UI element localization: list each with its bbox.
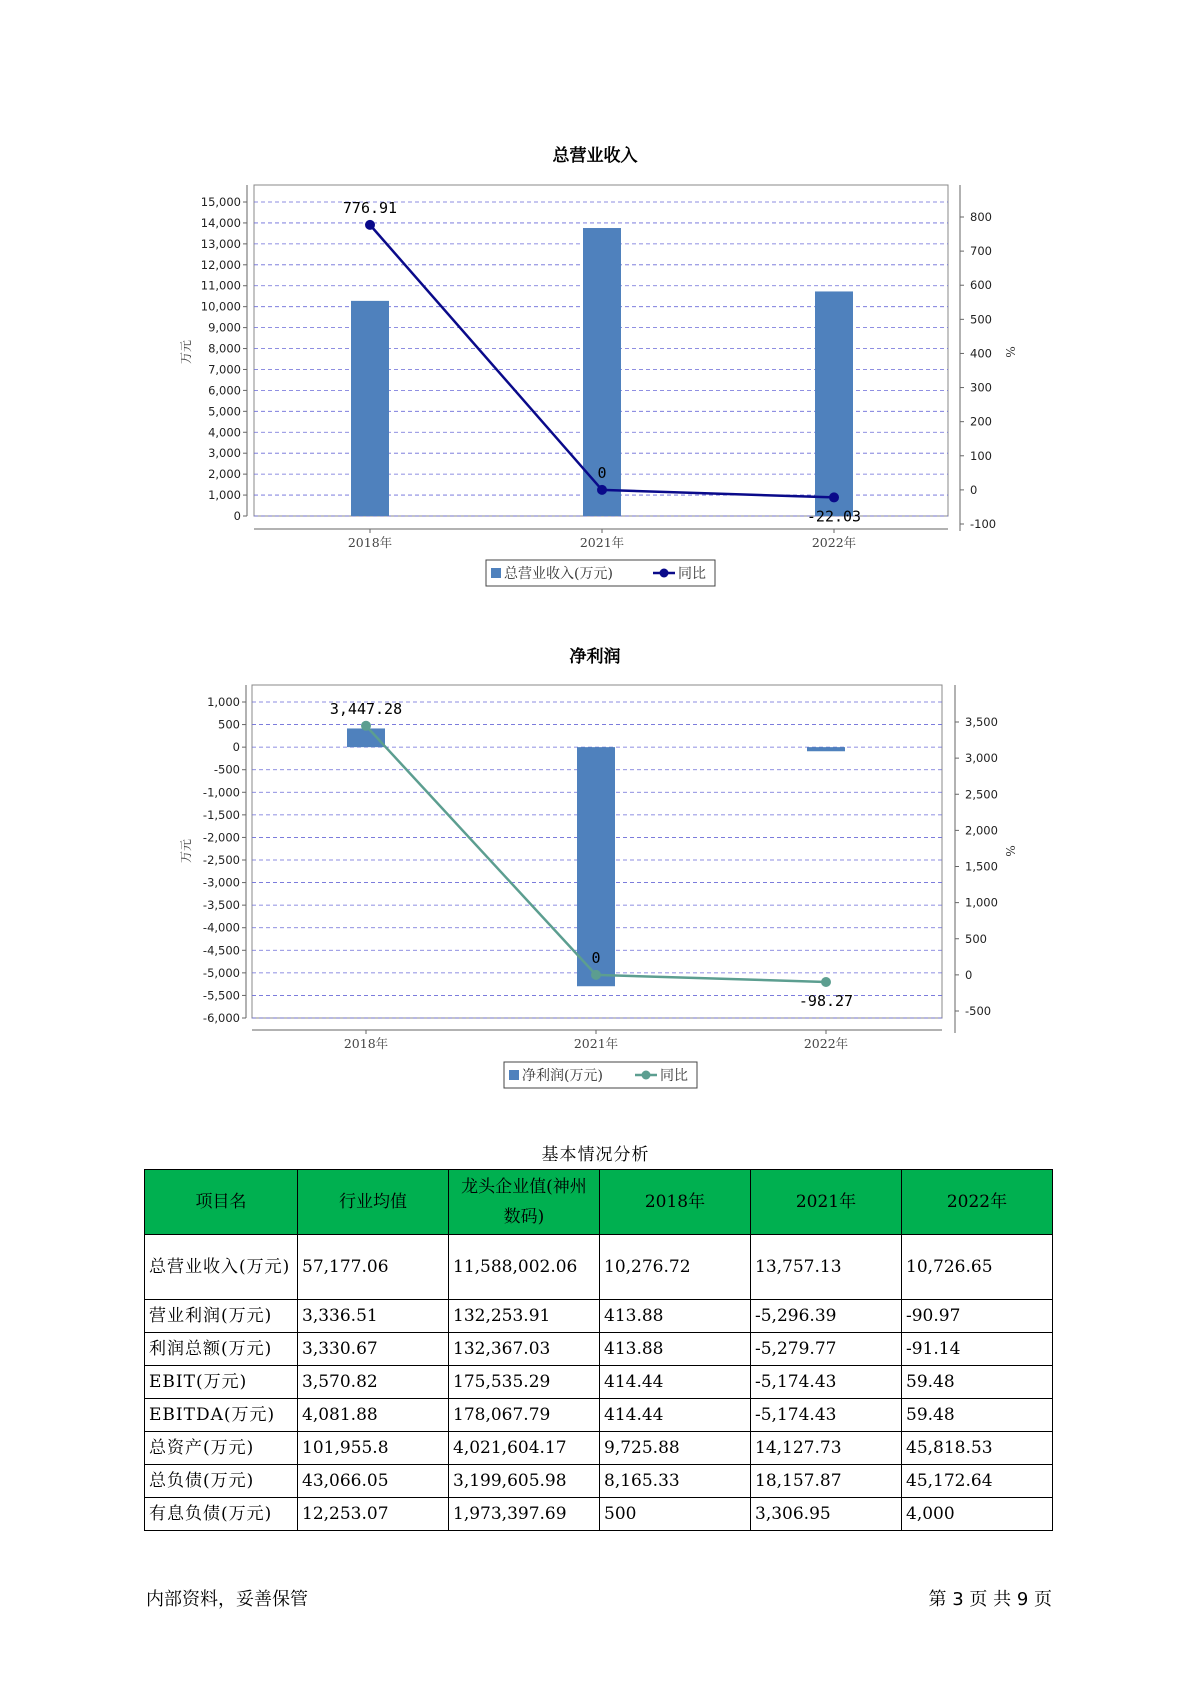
legend-line-label: 同比 xyxy=(660,1068,688,1084)
cell: 500 xyxy=(600,1498,751,1531)
left-axis-unit: 万元 xyxy=(179,339,193,365)
right-tick-label: 3,500 xyxy=(965,715,998,729)
right-tick-label: 2,000 xyxy=(965,823,998,838)
left-tick-label: 9,000 xyxy=(208,320,241,335)
right-tick-label: 200 xyxy=(970,414,992,429)
table-row xyxy=(145,1300,1053,1333)
table-row xyxy=(145,1366,1053,1399)
table-row xyxy=(145,1235,1053,1300)
x-tick-label: 2021年 xyxy=(573,1036,619,1051)
row-label: 总负债(万元) xyxy=(145,1465,298,1498)
cell: 45,818.53 xyxy=(902,1432,1053,1465)
table-row xyxy=(145,1432,1053,1465)
cell: 132,253.91 xyxy=(449,1300,600,1333)
left-tick-label: 0 xyxy=(232,740,240,755)
left-tick-label: 2,000 xyxy=(208,467,241,482)
yoy-point-label: -22.03 xyxy=(806,507,862,526)
left-tick-label: -2,500 xyxy=(202,853,240,867)
cell: -5,279.77 xyxy=(751,1333,902,1366)
right-tick-label: 500 xyxy=(965,931,987,946)
left-tick-label: 1,000 xyxy=(207,695,240,709)
left-tick-label: 10,000 xyxy=(200,299,241,314)
right-tick-label: 300 xyxy=(970,380,992,395)
left-tick-label: 7,000 xyxy=(208,362,241,377)
right-tick-label: -500 xyxy=(965,1004,992,1018)
header-2018: 2018年 xyxy=(600,1170,751,1235)
cell: 101,955.8 xyxy=(298,1432,449,1465)
row-label: 有息负债(万元) xyxy=(145,1498,298,1531)
cell: 4,021,604.17 xyxy=(449,1432,600,1465)
left-tick-label: 13,000 xyxy=(200,236,241,251)
row-label: 总营业收入(万元) xyxy=(145,1235,298,1300)
cell: 43,066.05 xyxy=(298,1465,449,1498)
cell: 3,336.51 xyxy=(298,1300,449,1333)
left-tick-label: 11,000 xyxy=(200,278,241,293)
row-label: EBIT(万元) xyxy=(145,1366,298,1399)
left-tick-label: -5,000 xyxy=(202,965,240,980)
x-tick-label: 2021年 xyxy=(579,535,625,550)
left-tick-label: 5,000 xyxy=(208,404,241,419)
right-tick-label: -100 xyxy=(970,517,997,531)
cell: 57,177.06 xyxy=(298,1235,449,1300)
left-tick-label: -2,000 xyxy=(202,830,240,845)
cell: 9,725.88 xyxy=(600,1432,751,1465)
legend-bar-label: 净利润(万元) xyxy=(522,1068,603,1084)
footer-confidential: 内部资料，妥善保管 xyxy=(146,1589,308,1610)
cell: 12,253.07 xyxy=(298,1498,449,1531)
yoy-point-label: 776.91 xyxy=(342,198,398,217)
left-tick-label: -1,500 xyxy=(202,807,240,822)
left-tick-label: -4,000 xyxy=(202,920,240,935)
yoy-point-0 xyxy=(361,721,371,731)
footer-page-number: 第 3 页 共 9 页 xyxy=(928,1589,1052,1610)
right-tick-label: 1,000 xyxy=(965,895,998,910)
cell: 11,588,002.06 xyxy=(449,1235,600,1300)
yoy-point-label: 0 xyxy=(597,463,607,482)
cell: 3,570.82 xyxy=(298,1366,449,1399)
row-label: 营业利润(万元) xyxy=(145,1300,298,1333)
header-2022: 2022年 xyxy=(902,1170,1053,1235)
cell: 18,157.87 xyxy=(751,1465,902,1498)
yoy-point-label: 3,447.28 xyxy=(329,699,403,718)
cell: 13,757.13 xyxy=(751,1235,902,1300)
left-tick-label: 0 xyxy=(233,509,241,523)
cell: 175,535.29 xyxy=(449,1366,600,1399)
right-tick-label: 2,500 xyxy=(965,787,998,802)
right-tick-label: 0 xyxy=(970,482,978,497)
cell: 8,165.33 xyxy=(600,1465,751,1498)
cell: 132,367.03 xyxy=(449,1333,600,1366)
header-industry-avg: 行业均值 xyxy=(298,1170,449,1235)
cell: 4,081.88 xyxy=(298,1399,449,1432)
yoy-point-label: 0 xyxy=(591,948,601,967)
left-tick-label: 500 xyxy=(218,717,240,732)
table-row xyxy=(145,1399,1053,1432)
table-row xyxy=(145,1465,1053,1498)
table-row xyxy=(145,1498,1053,1531)
cell: -90.97 xyxy=(902,1300,1053,1333)
cell: 3,199,605.98 xyxy=(449,1465,600,1498)
cell: 414.44 xyxy=(600,1366,751,1399)
cell: 1,973,397.69 xyxy=(449,1498,600,1531)
cell: 45,172.64 xyxy=(902,1465,1053,1498)
left-tick-label: 1,000 xyxy=(208,488,241,503)
x-tick-label: 2018年 xyxy=(347,535,393,550)
bar-0 xyxy=(347,728,385,747)
right-tick-label: 400 xyxy=(970,346,992,361)
x-tick-label: 2022年 xyxy=(811,535,857,550)
cell: 10,276.72 xyxy=(600,1235,751,1300)
legend-bar-label: 总营业收入(万元) xyxy=(504,566,613,582)
left-tick-label: 3,000 xyxy=(208,446,241,461)
legend-line-marker xyxy=(642,1071,651,1080)
header-leader-value: 龙头企业值(神州数码) xyxy=(449,1170,600,1235)
row-label: 总资产(万元) xyxy=(145,1432,298,1465)
left-tick-label: -3,000 xyxy=(202,875,240,890)
left-tick-label: -1,000 xyxy=(202,785,240,800)
cell: 4,000 xyxy=(902,1498,1053,1531)
chart-title: 总营业收入 xyxy=(552,146,638,166)
legend-bar-swatch xyxy=(509,1070,519,1080)
right-tick-label: 1,500 xyxy=(965,859,998,874)
yoy-point-2 xyxy=(821,977,831,987)
row-label: 利润总额(万元) xyxy=(145,1333,298,1366)
cell: 59.48 xyxy=(902,1399,1053,1432)
left-tick-label: -3,500 xyxy=(202,898,240,913)
left-tick-label: 6,000 xyxy=(208,383,241,398)
left-tick-label: -5,500 xyxy=(202,988,240,1003)
cell: 413.88 xyxy=(600,1300,751,1333)
right-tick-label: 0 xyxy=(965,967,973,982)
bar-2 xyxy=(807,747,845,751)
right-tick-label: 800 xyxy=(970,210,992,224)
right-tick-label: 100 xyxy=(970,448,992,463)
yoy-point-label: -98.27 xyxy=(798,991,854,1010)
cell: 59.48 xyxy=(902,1366,1053,1399)
row-label: EBITDA(万元) xyxy=(145,1399,298,1432)
left-tick-label: -500 xyxy=(213,762,240,777)
cell: -5,174.43 xyxy=(751,1366,902,1399)
header-2021: 2021年 xyxy=(751,1170,902,1235)
right-tick-label: 3,000 xyxy=(965,751,998,766)
left-tick-label: 15,000 xyxy=(200,195,241,209)
left-tick-label: -6,000 xyxy=(202,1011,240,1025)
x-tick-label: 2022年 xyxy=(803,1036,849,1051)
chart-title: 净利润 xyxy=(569,647,621,667)
cell: 3,330.67 xyxy=(298,1333,449,1366)
table-row xyxy=(145,1333,1053,1366)
header-item-name: 项目名 xyxy=(145,1170,298,1235)
x-tick-label: 2018年 xyxy=(343,1036,389,1051)
cell: -5,296.39 xyxy=(751,1300,902,1333)
cell: 10,726.65 xyxy=(902,1235,1053,1300)
left-tick-label: 14,000 xyxy=(200,215,241,230)
cell: 14,127.73 xyxy=(751,1432,902,1465)
cell: -91.14 xyxy=(902,1333,1053,1366)
right-tick-label: 600 xyxy=(970,278,992,293)
left-tick-label: 12,000 xyxy=(200,257,241,272)
cell: 3,306.95 xyxy=(751,1498,902,1531)
right-tick-label: 500 xyxy=(970,312,992,327)
legend-line-label: 同比 xyxy=(678,566,706,582)
left-tick-label: -4,500 xyxy=(202,943,240,958)
cell: 413.88 xyxy=(600,1333,751,1366)
left-tick-label: 4,000 xyxy=(208,425,241,440)
right-axis-unit: % xyxy=(1003,346,1017,358)
cell: 414.44 xyxy=(600,1399,751,1432)
cell: -5,174.43 xyxy=(751,1399,902,1432)
left-tick-label: 8,000 xyxy=(208,341,241,356)
table-caption: 基本情况分析 xyxy=(541,1145,650,1165)
cell: 178,067.79 xyxy=(449,1399,600,1432)
basic-analysis-table xyxy=(144,1169,1053,1531)
table-header-row xyxy=(145,1170,1053,1235)
right-tick-label: 700 xyxy=(970,244,992,259)
yoy-point-1 xyxy=(591,970,601,980)
right-axis-unit: % xyxy=(1003,845,1017,857)
left-axis-unit: 万元 xyxy=(179,838,193,864)
